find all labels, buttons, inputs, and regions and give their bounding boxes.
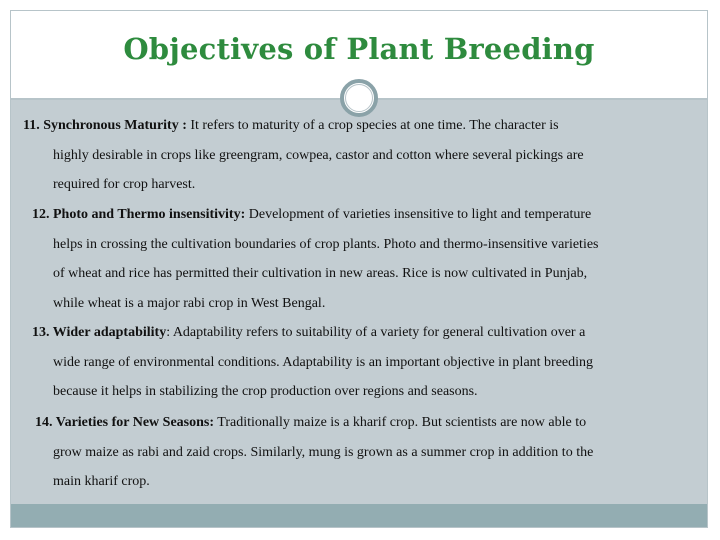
objective-13-heading: 13. Wider adaptability [32,325,167,340]
objective-12-heading: 12. Photo and Thermo insensitivity: [32,207,246,222]
objective-14-line-3: main kharif crop. [53,474,150,489]
objective-11-text: It refers to maturity of a crop species at one time. The character is [186,118,559,133]
objective-14 [0,408,593,497]
objective-13-line-3: because it helps in stabilizing the crop production over regions and seasons. [53,384,478,399]
objective-12-line-3: of wheat and rice has permitted their cultivation in new areas. Rice is now cultivated in Punjab, [53,266,588,281]
slide-title: Objectives of Plant Breeding [123,32,595,66]
objective-12-line-1 [0,200,599,230]
objective-11-line-3: required for crop harvest. [53,177,196,192]
objective-12-line-4: while wheat is a major rabi crop in West Bengal. [53,295,326,311]
divider-circle-inner [345,84,373,112]
objective-14-line-2: grow maize as rabi and zaid crops. Similarly, mung is grown as a summer crop in addition to the [53,444,594,460]
objective-12-text: Development of varieties insensitive to light and temperature [245,207,592,222]
objective-13-line-2: wide range of environmental conditions. Adaptability is an important objective in plant breeding [53,354,594,370]
objective-14-line-1 [0,408,593,438]
objective-12-line-2: helps in crossing the cultivation boundaries of crop plants. Photo and thermo-insensitive varieties [53,236,599,252]
objective-14-heading: 14. Varieties for New Seasons: [35,415,215,430]
objective-14-text: Traditionally maize is a kharif crop. But scientists are now able to [214,415,587,430]
objective-11-line-2: highly desirable in crops like greengram, cowpea, castor and cotton where several pickings are [53,147,584,163]
footer-bar [11,504,707,527]
objective-12 [0,200,599,318]
objective-11-line-1 [0,111,584,141]
objective-13-line-1 [0,318,593,348]
objective-11-heading: 11. Synchronous Maturity : [23,118,187,133]
objective-13 [0,318,593,407]
objective-13-text: : Adaptability refers to suitability of a variety for general cultivation over a [166,325,586,340]
objective-11 [0,111,584,200]
